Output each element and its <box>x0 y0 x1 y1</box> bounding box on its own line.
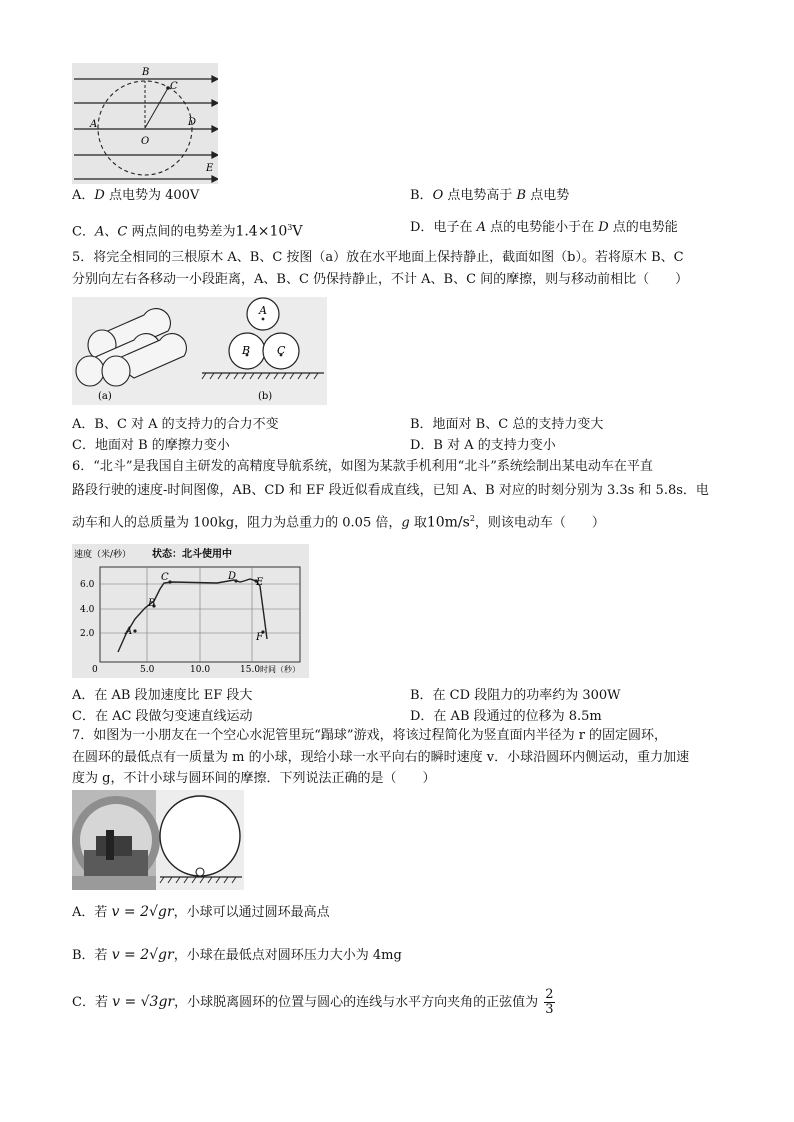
label-O: O <box>141 136 150 147</box>
ytick-2: 2.0 <box>80 629 95 639</box>
field-diagram <box>72 63 218 184</box>
label-E: E <box>256 577 264 588</box>
label-C: C <box>161 572 169 583</box>
q6-stem-line2: 路段行驶的速度-时间图像，AB、CD 和 EF 段近似看成直线，已知 A、B 对应的时刻分别为 3.3s 和 5.8s．电 <box>72 483 709 498</box>
label-D: D <box>188 117 197 128</box>
q7-stem-line2: 在圆环的最低点有一质量为 m 的小球，现给小球一水平向右的瞬时速度 v．小球沿圆环内侧运动，重力加速 <box>72 750 690 765</box>
label-B: B <box>142 67 150 78</box>
q5-option-D[interactable]: D．B 对 A 的支持力变小 <box>410 438 556 453</box>
xtick-15: 15.0 <box>240 665 261 675</box>
q7-option-A[interactable]: A．若 v = 2√gr，小球可以通过圆环最高点 <box>72 904 330 920</box>
xtick-10: 10.0 <box>190 665 211 675</box>
fig-a-caption: (a) <box>98 391 112 402</box>
velocity-curve <box>118 579 267 652</box>
label-A: A <box>90 119 98 130</box>
q4-option-A[interactable]: A．D 点电势为 400V <box>72 188 200 203</box>
q5-figure <box>72 297 327 405</box>
pipe-diagram <box>72 790 244 890</box>
ytick-6: 6.0 <box>80 580 95 590</box>
q4-option-B[interactable]: B．O 点电势高于 B 点电势 <box>410 188 570 203</box>
logs-diagram <box>72 297 327 405</box>
q6-option-A[interactable]: A．在 AB 段加速度比 EF 段大 <box>72 688 253 703</box>
q4-figure <box>72 63 218 184</box>
q7-option-B[interactable]: B．若 v = 2√gr，小球在最低点对圆环压力大小为 4mg <box>72 947 402 963</box>
q6-option-B[interactable]: B．在 CD 段阻力的功率约为 300W <box>410 688 621 703</box>
q5-stem-line1: 5．将完全相同的三根原木 A、B、C 按图（a）放在水平地面上保持静止，截面如图（b）。若将原木 B、C <box>72 250 684 265</box>
q6-option-D[interactable]: D．在 AB 段通过的位移为 8.5m <box>410 709 602 724</box>
label-A: A <box>259 304 267 317</box>
label-F: F <box>256 632 263 643</box>
q6-stem-line1: 6．“北斗”是我国自主研发的高精度导航系统，如图为某款手机利用“北斗”系统绘制出某电动车在平直 <box>72 459 653 474</box>
xtick-5: 5.0 <box>140 665 155 675</box>
label-B: B <box>242 344 251 357</box>
q4-option-C[interactable]: C．A、C 两点间的电势差为$1.4\times 10^3V$ <box>72 223 303 240</box>
xtick-0: 0 <box>92 665 98 675</box>
label-B: B <box>148 598 156 609</box>
label-E: E <box>206 163 214 174</box>
chart-status: 状态：北斗使用中 <box>152 549 232 560</box>
q5-option-A[interactable]: A．B、C 对 A 的支持力的合力不变 <box>72 417 279 432</box>
q7-figure <box>72 790 244 890</box>
fraction: $\frac{2}{3}$ <box>545 987 554 1017</box>
q4-option-D[interactable]: D．电子在 A 点的电势能小于在 D 点的电势能 <box>410 220 678 235</box>
fig-b-caption: (b) <box>258 391 273 402</box>
label-D: D <box>228 571 237 582</box>
q5-stem-line2: 分别向左右各移动一小段距离，A、B、C 仍保持静止，不计 A、B、C 间的摩擦，则与移动前相比（ ） <box>72 272 689 287</box>
label-C: C <box>170 81 178 92</box>
q6-chart <box>72 544 309 678</box>
chart-ylabel: 速度（米/秒） <box>74 550 132 560</box>
q6-option-C[interactable]: C．在 AC 段做匀变速直线运动 <box>72 709 253 724</box>
q7-stem-line1: 7．如图为一小朋友在一个空心水泥管里玩“蹋球”游戏，将该过程简化为竖直面内半径为 r 的固定圆环， <box>72 728 668 743</box>
q5-option-C[interactable]: C．地面对 B 的摩擦力变小 <box>72 438 230 453</box>
q5-option-B[interactable]: B．地面对 B、C 总的支持力变大 <box>410 417 604 432</box>
q6-stem-line3: 动车和人的总质量为 100kg，阻力为总重力的 0.05 倍，g 取$10m/s^2$，则该电动车（ ） <box>72 514 605 531</box>
q7-stem-line3: 度为 g，不计小球与圆环间的摩擦．下列说法正确的是（ ） <box>72 771 436 786</box>
point-C <box>168 580 171 583</box>
ytick-4: 4.0 <box>80 605 95 615</box>
velocity-time-chart <box>72 544 309 678</box>
label-C: C <box>277 344 286 357</box>
q7-option-C[interactable]: C．若 v = √3gr，小球脱离圆环的位置与圆心的连线与水平方向夹角的正弦值为 $\frac{2}{3}$ <box>72 987 554 1017</box>
label-A: A <box>125 626 133 637</box>
point-A <box>133 629 136 632</box>
chart-xlabel: 时间（秒） <box>260 665 300 674</box>
